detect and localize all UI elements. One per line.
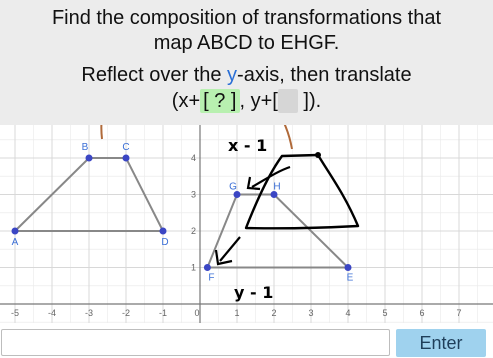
- x-tick-label: 6: [419, 308, 425, 318]
- hand-drawn-dot: [315, 152, 321, 158]
- x-tick-label: -5: [10, 308, 20, 318]
- arrow-shaft-g: [252, 167, 290, 187]
- point-e[interactable]: [345, 264, 352, 271]
- point-d[interactable]: [160, 228, 167, 235]
- x-tick-label: -2: [121, 308, 131, 318]
- point-label-d: D: [161, 237, 169, 248]
- answer-blank-x[interactable]: [ ? ]: [200, 89, 239, 113]
- answer-input[interactable]: [1, 329, 390, 356]
- question-line-1: Find the composition of transformations that: [51, 7, 442, 29]
- y-tick-label: 3: [190, 189, 196, 200]
- question-line-4: [0, 89, 493, 113]
- point-label-g: G: [229, 181, 237, 193]
- annotation-y-minus-1: y - 1: [234, 283, 274, 302]
- y-tick-label: 1: [190, 262, 196, 273]
- y-tick-label: 4: [190, 153, 196, 163]
- question-variable-y: y: [227, 64, 238, 86]
- point-label-f: F: [208, 272, 215, 284]
- point-label-a: A: [11, 237, 19, 248]
- question-line-3: [0, 63, 493, 87]
- question-line-2: map ABCD to EHGF.: [153, 32, 340, 54]
- enter-button[interactable]: Enter: [396, 329, 486, 357]
- point-label-e: E: [346, 272, 354, 284]
- x-tick-label: 2: [271, 308, 277, 318]
- question-line-3-pre: Reflect over the: [81, 64, 228, 86]
- x-tick-label: 5: [382, 308, 388, 318]
- point-c[interactable]: [123, 155, 130, 162]
- question-panel: [0, 0, 493, 125]
- x-tick-label: 3: [308, 308, 314, 318]
- x-tick-label: 0: [194, 308, 200, 318]
- x-tick-label: 4: [345, 308, 351, 318]
- x-tick-label: 1: [234, 308, 240, 318]
- x-tick-label: -1: [158, 308, 168, 318]
- expression-bracket-open: [: [272, 90, 278, 112]
- hand-drawn-trapezoid: [246, 155, 358, 228]
- question-line-3-post: -axis, then translate: [237, 64, 412, 86]
- annotation-x-minus-1: x - 1: [228, 136, 268, 155]
- expression-pre: (x+: [171, 90, 201, 112]
- x-tick-label: -4: [47, 308, 57, 318]
- x-tick-label: -3: [84, 308, 94, 318]
- answer-blank-y[interactable]: [278, 89, 298, 113]
- point-f[interactable]: [204, 264, 211, 271]
- x-tick-label: 7: [456, 308, 462, 318]
- coordinate-grid: [0, 125, 493, 323]
- expression-mid: , y+: [239, 90, 273, 112]
- point-label-b: B: [81, 142, 89, 153]
- point-b[interactable]: [86, 155, 93, 162]
- point-label-c: C: [122, 142, 130, 153]
- point-label-h: H: [273, 181, 281, 193]
- point-a[interactable]: [12, 228, 19, 235]
- y-tick-label: 2: [190, 226, 196, 236]
- expression-post: ]).: [297, 90, 322, 112]
